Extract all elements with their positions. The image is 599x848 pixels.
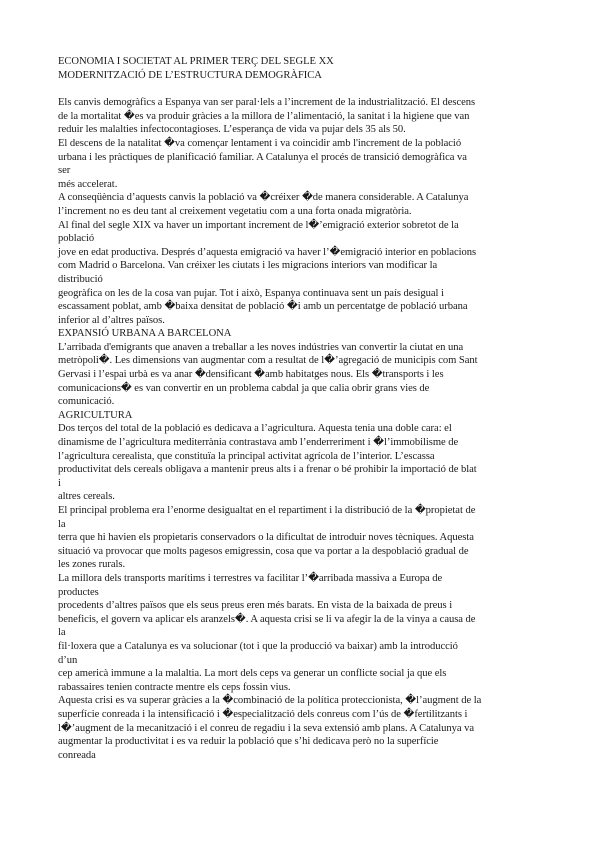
text-line: conreada (58, 749, 96, 761)
text-line: Al final del segle XIX va haver un important increment de l�’emigració exterior sobretot de la (58, 219, 459, 231)
text-line: La millora dels transports marítims i terrestres va facilitar l’�arribada massiva a Europa de (58, 572, 443, 584)
section-heading (58, 327, 542, 341)
text-line: distribució (58, 273, 103, 285)
text-line: productes (58, 586, 99, 598)
text-line: beneficis, el govern va aplicar els aranzels�. A aquesta crisi se li va afegir la de la vinya a causa de (58, 613, 476, 625)
text-line: Aquesta crisi es va superar gràcies a la �combinació de la política proteccionista, �l’augment de la (58, 695, 482, 707)
text-line: geogràfica on les de la cosa van pujar. Tot i això, Espanya continuava sent un país desigual i (58, 287, 444, 299)
text-line: de la mortalitat �es va produir gràcies a la millora de l’alimentació, la sanitat i la higiene que van (58, 110, 470, 122)
section-heading (58, 409, 542, 423)
paragraph (58, 694, 542, 762)
text-line: L’arribada d'emigrants que anaven a treballar a les noves indústries van convertir la ciutat en una (58, 341, 464, 353)
text-line: cep americà immune a la malaltia. La mort dels ceps va generar un conflicte social ja que els (58, 668, 447, 680)
text-line: inferior al d’altres països. (58, 314, 165, 326)
title-line: MODERNITZACIÓ DE L’ESTRUCTURA DEMOGRÀFICA (58, 69, 322, 81)
text-line: procedents d’altres països que els seus preus eren més barats. En vista de la baixada de preus i (58, 600, 453, 612)
text-line: Gervasi i l’espai urbà es va anar �densificant �amb habitatges nous. Els �transports i les (58, 369, 444, 381)
text-line: rabassaires tenien contracte mentre els ceps fossin vius. (58, 681, 291, 693)
title-line: ECONOMIA I SOCIETAT AL PRIMER TERÇ DEL SEGLE XX (58, 56, 334, 67)
text-line: reduir les malalties infectocontagioses. L’esperança de vida va pujar dels 35 als 50. (58, 124, 406, 136)
text-line: l’increment no es deu tant al creixement vegetatiu com a una forta onada migratòria. (58, 205, 412, 217)
text-line: situació va provocar que molts pagesos emigressin, cosa que va portar a la despoblació gradual de (58, 545, 469, 557)
paragraph (58, 137, 542, 191)
text-line: Els canvis demogràfics a Espanya van ser paral·lels a l’increment de la industrialització. El descens (58, 97, 476, 109)
text-line: EXPANSIÓ URBANA A BARCELONA (58, 328, 232, 340)
text-line: dinamisme de l’agricultura mediterrània contrastava amb l’enderreriment i �l’immobilisme de (58, 437, 459, 449)
text-line: A conseqüència d’aquests canvis la població va �créixer �de manera considerable. A Catalunya (58, 192, 469, 204)
paragraph (58, 504, 542, 572)
text-line: El descens de la natalitat �va començar lentament i va coincidir amb l'increment de la població (58, 137, 462, 149)
paragraph (58, 96, 542, 137)
text-line: urbana i les pràctiques de planificació familiar. A Catalunya el procés de transició demogràfica va (58, 151, 467, 163)
text-line: les zones rurals. (58, 559, 126, 571)
document-title (58, 55, 542, 82)
paragraph (58, 191, 542, 218)
paragraph (58, 572, 542, 694)
document-page (58, 55, 542, 762)
text-line: productivitat dels cereals obligava a mantenir preus alts i a frenar o bé prohibir la importació de blat (58, 464, 477, 476)
text-line: AGRICULTURA (58, 409, 133, 421)
text-line: la (58, 518, 66, 530)
text-line: superfície conreada i la intensificació i �especialització dels conreus com l’ús de �fertilitzants i (58, 708, 468, 720)
text-line: Dos terços del total de la població es dedicava a l’agricultura. Aquesta tenia una doble cara: el (58, 423, 452, 435)
text-line: escassament poblat, amb �baixa densitat de població �i amb un percentatge de població urbana (58, 301, 468, 313)
text-line: l�’augment de la mecanització i el conreu de regadiu i la seva extensió amb plans. A Catalunya va (58, 722, 475, 734)
text-line: terra que hi havien els propietaris conservadors o la dificultat de introduir noves tècniques. Aquesta (58, 532, 474, 544)
text-line: altres cereals. (58, 491, 115, 503)
paragraph (58, 422, 542, 504)
text-line: població (58, 233, 95, 245)
paragraph (58, 341, 542, 409)
paragraph (58, 219, 542, 328)
text-line: jove en edat productiva. Després d’aquesta emigració va haver l’�emigració interior en poblacions (58, 246, 477, 258)
text-line: ser (58, 165, 71, 177)
document-body (58, 96, 542, 762)
text-line: com Madrid o Barcelona. Van créixer les ciutats i les migracions interiors van modificar la (58, 260, 438, 272)
text-line: més accelerat. (58, 178, 118, 190)
text-line: metròpoli�. Les dimensions van augmentar com a resultat de l�’agregació de municipis com Sant (58, 355, 478, 367)
text-line: augmentar la productivitat i es va reduir la població que s’hi dedicava però no la superfície (58, 736, 439, 748)
text-line: la (58, 627, 66, 639)
text-line: comunicació. (58, 396, 115, 408)
text-line: El principal problema era l’enorme desigualtat en el repartiment i la distribució de la �propietat de (58, 505, 476, 516)
text-line: i (58, 477, 61, 489)
text-line: comunicacions� es van convertir en un problema cabdal ja que calia obrir grans vies de (58, 382, 430, 394)
text-line: l’agricultura cerealista, que constituïa la principal activitat agrícola de l’interior. L’escassa (58, 450, 435, 462)
text-line: d’un (58, 654, 78, 666)
text-line: fil·loxera que a Catalunya es va solucionar (tot i que la producció va baixar) amb la introducció (58, 640, 458, 652)
